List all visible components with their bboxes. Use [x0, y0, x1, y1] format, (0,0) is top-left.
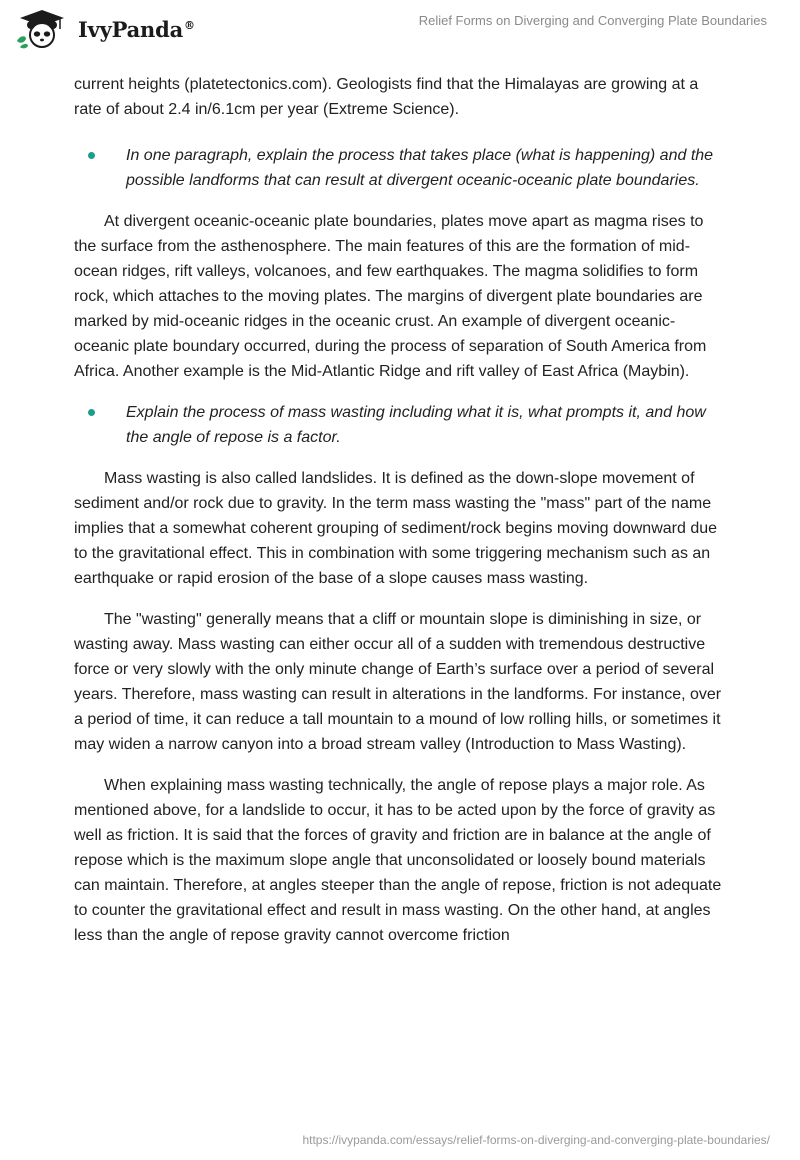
ivypanda-logo[interactable]: [14, 9, 195, 49]
bullet-icon: [88, 409, 95, 416]
question-bullet: [74, 143, 730, 193]
registered-mark: ®: [184, 18, 195, 32]
brand-name: IvyPanda®: [78, 16, 195, 42]
source-url-link[interactable]: https://ivypanda.com/essays/relief-forms-on-diverging-and-converging-plate-boundaries/: [302, 1133, 770, 1147]
question-bullet: [74, 400, 730, 450]
essay-body: [74, 72, 730, 964]
paragraph: Mass wasting is also called landslides. It is defined as the down-slope movement of sediment and/or rock due to gravity. In the term mass wasting the "mass" part of the name implies that a somewhat coherent grouping of sediment/rock begins moving downward due to the gravitational effect. This in combination with some triggering mechanism such as an earthquake or rapid erosion of the base of a slope causes mass wasting.: [74, 470, 718, 587]
bullet-icon: [88, 152, 95, 159]
paragraph: The "wasting" generally means that a cliff or mountain slope is diminishing in size, or wasting away. Mass wasting can either occur all of a sudden with tremendous destructive force or very slowly with the only minute change of Earth’s surface over a period of several years. Therefore, mass wasting can result in alterations in the landforms. For instance, over a period of time, it can reduce a tall mountain to a mound of low rolling hills, or sometimes it may widen a narrow canyon into a broad stream valley (Introduction to Mass Wasting).: [74, 611, 722, 753]
page-header: [0, 0, 800, 60]
document-title: Relief Forms on Diverging and Converging Plate Boundaries: [418, 13, 767, 28]
panda-graduate-icon: [14, 9, 72, 49]
paragraph: When explaining mass wasting technically, the angle of repose plays a major role. As mentioned above, for a landslide to occur, it has to be acted upon by the force of gravity as well as friction. It is said that the forces of gravity and friction are in balance at the angle of repose which is the maximum slope angle that unconsolidated or loosely bound materials can maintain. Therefore, at angles steeper than the angle of repose, friction is not adequate to counter the gravitational effect and result in mass wasting. On the other hand, at angles less than the angle of repose gravity cannot overcome friction: [74, 777, 722, 944]
paragraph: current heights (platetectonics.com). Geologists find that the Himalayas are growing at a rate of about 2.4 in/6.1cm per year (Extreme Science).: [74, 76, 699, 118]
paragraph: At divergent oceanic-oceanic plate boundaries, plates move apart as magma rises to the surface from the asthenosphere. The main features of this are the formation of mid-ocean ridges, rift valleys, volcanoes, and few earthquakes. The magma solidifies to form rock, which attaches to the moving plates. The margins of divergent plate boundaries are marked by mid-oceanic ridges in the oceanic crust. An example of divergent oceanic-oceanic plate boundary occurred, during the process of separation of South America from Africa. Another example is the Mid-Atlantic Ridge and rift valley of East Africa (Maybin).: [74, 213, 707, 380]
question-text: In one paragraph, explain the process that takes place (what is happening) and the possible landforms that can result at divergent oceanic-oceanic plate boundaries.: [126, 147, 714, 189]
question-text: Explain the process of mass wasting including what it is, what prompts it, and how the angle of repose is a factor.: [126, 404, 706, 446]
